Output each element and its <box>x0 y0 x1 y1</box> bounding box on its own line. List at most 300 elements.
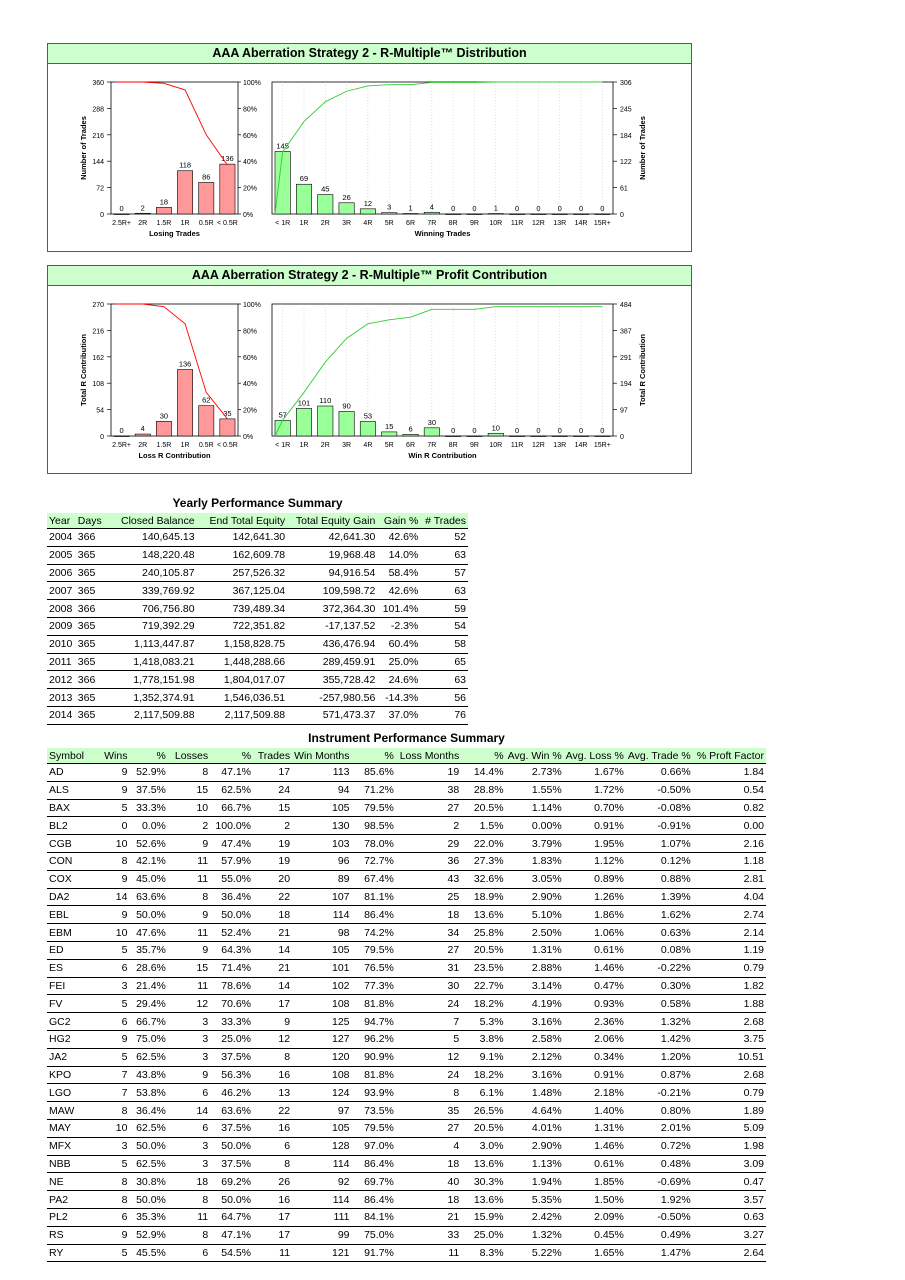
yearly-cell: 2013 <box>49 691 73 704</box>
instrument-cell: 92 <box>337 1175 350 1188</box>
instrument-cell: AD <box>49 766 64 779</box>
right-x-tick-label: 1R <box>299 442 309 449</box>
instrument-cell: 2.16 <box>743 837 764 850</box>
yearly-cell: 1,113,447.87 <box>134 638 195 651</box>
right-x-tick-label: 15R+ <box>593 442 611 449</box>
instrument-cell: MAY <box>49 1122 71 1135</box>
instrument-cell: 86.4% <box>364 908 394 921</box>
instrument-cell: 47.4% <box>221 837 252 850</box>
right-x-tick-label: 6R <box>406 220 416 227</box>
instrument-cell: 8 <box>121 855 128 868</box>
instrument-cell: 21.4% <box>136 979 166 992</box>
instrument-cell: 6 <box>202 1122 209 1135</box>
win-bar <box>424 212 439 214</box>
instrument-cell: 40 <box>447 1175 460 1188</box>
instrument-cell: 1.84 <box>743 766 764 779</box>
instrument-cell: EBL <box>49 908 69 921</box>
instrument-row <box>47 959 766 977</box>
yearly-cell: 24.6% <box>388 673 419 686</box>
instrument-cell: 36.4% <box>136 1104 166 1117</box>
win-bar-value: 0 <box>557 426 562 435</box>
instrument-cell: 8 <box>202 766 209 779</box>
yearly-cell: 148,220.48 <box>141 549 195 562</box>
loss-bar <box>199 182 214 214</box>
right-x-tick-label: 8R <box>448 442 458 449</box>
right-y-tick-label: 194 <box>620 381 632 389</box>
instrument-row <box>47 1030 766 1048</box>
instrument-cell: 53.8% <box>136 1086 166 1099</box>
win-bar <box>275 151 290 214</box>
yearly-cell: 355,728.42 <box>322 673 376 686</box>
instrument-cell: FV <box>49 997 63 1010</box>
instrument-cell: 63.6% <box>136 890 166 903</box>
instrument-cell: 11 <box>448 1246 460 1259</box>
left-x-tick-label: 1R <box>180 220 190 227</box>
profit-contribution-chart-svg <box>48 286 691 473</box>
instrument-cell: 1.67% <box>594 766 624 779</box>
right-y-tick-label: 245 <box>620 106 632 114</box>
instrument-cell: 5.3% <box>479 1015 504 1028</box>
win-bar <box>424 428 439 436</box>
left-x-tick-label: 2.5R+ <box>112 220 132 227</box>
yearly-cell: 25.0% <box>388 655 419 668</box>
win-bar <box>275 420 290 436</box>
instrument-cell: 63.6% <box>221 1104 252 1117</box>
instrument-cell: 93.9% <box>364 1086 394 1099</box>
instrument-cell: CON <box>49 855 73 868</box>
distribution-title: AAA Aberration Strategy 2 - R-Multiple™ Distribution <box>48 44 691 64</box>
instrument-cell: 37.5% <box>221 1122 252 1135</box>
instrument-cell: 3 <box>202 1033 209 1046</box>
yearly-cell: 76 <box>454 709 466 722</box>
yearly-row <box>47 564 468 582</box>
instrument-header-cell: Trades <box>253 748 292 764</box>
win-bar-value: 57 <box>278 410 287 420</box>
pct-tick-label: 80% <box>243 328 258 336</box>
instrument-cell: 8 <box>121 1193 128 1206</box>
instrument-cell: 1.98 <box>743 1140 764 1153</box>
instrument-cell: 9 <box>121 766 128 779</box>
instrument-cell: 10 <box>115 837 128 850</box>
instrument-cell: 1.31% <box>594 1122 624 1135</box>
instrument-cell: 1.92% <box>660 1193 691 1206</box>
instrument-cell: 1.20% <box>660 1051 691 1064</box>
instrument-cell: 13.6% <box>473 908 504 921</box>
win-bar-value: 0 <box>451 204 456 213</box>
left-y-axis-label: Total R Contribution <box>79 334 88 406</box>
right-x-tick-label: 4R <box>363 220 373 227</box>
instrument-cell: 7 <box>121 1068 128 1081</box>
instrument-cell: 3 <box>202 1015 209 1028</box>
instrument-cell: RS <box>49 1229 64 1242</box>
instrument-cell: LGO <box>49 1086 72 1099</box>
yearly-cell: 719,392.29 <box>141 620 195 633</box>
left-x-tick-label: 1.5R <box>156 220 172 227</box>
yearly-row <box>47 653 468 671</box>
instrument-cell: 127 <box>331 1033 350 1046</box>
instrument-cell: 1.40% <box>594 1104 624 1117</box>
instrument-cell: 27 <box>447 801 460 814</box>
instrument-cell: 99 <box>337 1229 350 1242</box>
instrument-cell: 38 <box>447 784 460 797</box>
instrument-cell: 47.1% <box>221 1229 252 1242</box>
instrument-cell: 5 <box>121 1157 128 1170</box>
instrument-cell: 50.0% <box>221 1140 252 1153</box>
right-x-tick-label: 13R <box>553 442 567 449</box>
yearly-cell: 365 <box>77 709 96 722</box>
win-bar <box>296 184 311 214</box>
instrument-cell: 43.8% <box>136 1068 166 1081</box>
instrument-cell: 0.12% <box>660 855 691 868</box>
yearly-cell: 366 <box>77 602 96 615</box>
yearly-cell: 37.0% <box>388 709 419 722</box>
loss-bar-value: 18 <box>159 197 169 207</box>
instrument-row <box>47 888 766 906</box>
instrument-cell: 8 <box>202 890 209 903</box>
instrument-cell: 1.85% <box>594 1175 624 1188</box>
instrument-cell: 75.0% <box>136 1033 166 1046</box>
instrument-cell: 20 <box>278 873 291 886</box>
instrument-cell: 12 <box>447 1051 460 1064</box>
win-bar <box>318 195 333 214</box>
instrument-cell: 14 <box>196 1104 209 1117</box>
instrument-cell: 1.12% <box>594 855 624 868</box>
instrument-cell: BL2 <box>49 819 68 832</box>
right-x-tick-label: 9R <box>469 442 479 449</box>
instrument-cell: 0.48% <box>660 1157 691 1170</box>
win-bar-value: 0 <box>600 204 605 213</box>
win-bar <box>573 214 588 215</box>
yearly-cell: 63 <box>454 584 466 597</box>
left-x-tick-label: 1R <box>180 442 190 449</box>
left-y-tick-label: 144 <box>92 159 104 167</box>
yearly-cell: 240,105.87 <box>141 566 195 579</box>
instrument-cell: 8 <box>202 1193 209 1206</box>
instrument-header-cell: % <box>352 748 396 764</box>
instrument-cell: 18 <box>447 908 460 921</box>
instrument-header-cell: Loss Months <box>396 748 461 764</box>
instrument-cell: 13 <box>278 1086 291 1099</box>
instrument-cell: 64.3% <box>221 944 252 957</box>
instrument-cell: 78.0% <box>364 837 394 850</box>
instrument-cell: HG2 <box>49 1033 71 1046</box>
right-x-axis-label: Win R Contribution <box>408 451 477 460</box>
instrument-cell: 0.61% <box>594 1157 624 1170</box>
instrument-header-cell: Avg. Win % <box>507 749 562 762</box>
instrument-cell: 22 <box>278 890 291 903</box>
instrument-summary-title: Instrument Performance Summary <box>308 731 505 745</box>
instrument-row <box>47 781 766 799</box>
instrument-cell: 6 <box>202 1086 209 1099</box>
instrument-cell: 22.7% <box>473 979 504 992</box>
yearly-cell: 365 <box>77 620 96 633</box>
instrument-row <box>47 941 766 959</box>
instrument-cell: 66.7% <box>136 1015 166 1028</box>
instrument-cell: -0.21% <box>657 1086 691 1099</box>
left-x-tick-label: 0.5R <box>198 442 214 449</box>
instrument-cell: 5 <box>121 997 128 1010</box>
left-x-tick-label: 2R <box>138 220 148 227</box>
instrument-cell: 20.5% <box>473 801 504 814</box>
yearly-row <box>47 546 468 564</box>
instrument-cell: 37.5% <box>221 1051 252 1064</box>
instrument-cell: 33.3% <box>221 1015 252 1028</box>
instrument-cell: 9 <box>202 908 209 921</box>
instrument-cell: 14 <box>278 979 291 992</box>
instrument-cell: 2.01% <box>660 1122 691 1135</box>
instrument-cell: 1.83% <box>531 855 562 868</box>
instrument-cell: 2.74 <box>743 908 764 921</box>
instrument-cell: 14 <box>278 944 291 957</box>
yearly-row <box>47 689 468 707</box>
instrument-cell: 52.4% <box>221 926 252 939</box>
instrument-cell: 124 <box>331 1086 350 1099</box>
pct-tick-label: 0% <box>243 434 254 441</box>
instrument-cell: 0.00 <box>743 819 764 832</box>
instrument-row <box>47 924 766 942</box>
right-y-tick-label: 0 <box>620 434 624 441</box>
instrument-cell: 0.89% <box>594 873 624 886</box>
instrument-cell: 1.18 <box>743 855 764 868</box>
instrument-cell: 4.01% <box>531 1122 562 1135</box>
yearly-cell: 365 <box>77 655 96 668</box>
instrument-cell: 85.6% <box>364 766 394 779</box>
instrument-cell: 2.73% <box>531 766 562 779</box>
yearly-cell: 2006 <box>49 566 73 579</box>
instrument-cell: 19 <box>278 837 291 850</box>
instrument-cell: 15 <box>278 801 291 814</box>
instrument-cell: 3.14% <box>531 979 562 992</box>
instrument-cell: 35.7% <box>136 944 166 957</box>
right-x-tick-label: 2R <box>320 220 330 227</box>
instrument-cell: 21 <box>447 1211 460 1224</box>
win-bar-value: 0 <box>578 426 584 435</box>
instrument-cell: 1.88 <box>743 997 764 1010</box>
instrument-cell: BAX <box>49 801 71 814</box>
instrument-cell: 11 <box>197 979 209 992</box>
instrument-cell: 74.2% <box>364 926 394 939</box>
win-bar-value: 69 <box>299 174 309 184</box>
right-x-tick-label: 5R <box>384 220 394 227</box>
win-bar <box>382 432 397 436</box>
right-y-tick-label: 291 <box>620 354 632 362</box>
instrument-row <box>47 1208 766 1226</box>
instrument-cell: 0.30% <box>660 979 691 992</box>
instrument-cell: DA2 <box>49 890 70 903</box>
instrument-cell: 78.6% <box>221 979 252 992</box>
instrument-cell: 69.2% <box>221 1175 252 1188</box>
instrument-cell: 46.2% <box>221 1086 252 1099</box>
instrument-cell: 16 <box>278 1068 291 1081</box>
instrument-row <box>47 835 766 853</box>
instrument-cell: 15.9% <box>473 1211 504 1224</box>
instrument-cell: 2 <box>202 819 209 832</box>
instrument-cell: 105 <box>331 1122 350 1135</box>
yearly-cell: 54 <box>454 620 466 633</box>
instrument-cell: 0.79 <box>743 962 764 975</box>
instrument-cell: 128 <box>331 1140 350 1153</box>
instrument-cell: 17 <box>278 1211 291 1224</box>
loss-bar <box>177 171 192 214</box>
instrument-cell: 11 <box>197 855 209 868</box>
win-bar-value: 0 <box>472 204 477 213</box>
win-bar <box>339 411 354 436</box>
instrument-row <box>47 1102 766 1120</box>
yearly-cell: 366 <box>77 531 96 544</box>
loss-bar <box>114 214 129 215</box>
right-x-axis-label: Winning Trades <box>414 229 471 238</box>
instrument-cell: -0.69% <box>657 1175 691 1188</box>
instrument-cell: 27 <box>447 944 460 957</box>
instrument-cell: 35 <box>447 1104 460 1117</box>
right-y-tick-label: 306 <box>620 80 632 87</box>
yearly-cell: 1,352,374.91 <box>133 691 195 704</box>
instrument-cell: 79.5% <box>364 1122 394 1135</box>
instrument-cell: 1.32% <box>660 1015 691 1028</box>
yearly-cell: 706,756.80 <box>141 602 195 615</box>
win-bar-value: 26 <box>342 192 351 202</box>
instrument-cell: 1.55% <box>531 784 562 797</box>
yearly-cell: 63 <box>454 673 466 686</box>
instrument-cell: 76.5% <box>364 962 394 975</box>
win-bar-value: 90 <box>342 401 351 411</box>
instrument-cell: 25.0% <box>221 1033 252 1046</box>
right-x-tick-label: 7R <box>427 442 437 449</box>
instrument-cell: 18 <box>196 1175 209 1188</box>
instrument-cell: 45.0% <box>136 873 166 886</box>
instrument-cell: 0.08% <box>660 944 691 957</box>
instrument-cell: 2.12% <box>531 1051 562 1064</box>
yearly-cell: 365 <box>77 638 96 651</box>
instrument-cell: 2.14 <box>743 926 764 939</box>
instrument-cell: 105 <box>331 801 350 814</box>
yearly-cell: 2004 <box>49 531 73 544</box>
yearly-header-cell: Gain % <box>377 513 420 529</box>
instrument-cell: 9 <box>121 908 128 921</box>
instrument-cell: 21 <box>278 962 291 975</box>
right-y-tick-label: 122 <box>620 159 632 167</box>
instrument-cell: 22.0% <box>473 837 504 850</box>
yearly-cell: 1,448,288.66 <box>223 655 286 668</box>
instrument-cell: 103 <box>331 837 350 850</box>
yearly-cell: 59 <box>454 602 466 615</box>
yearly-row <box>47 706 468 724</box>
left-x-tick-label: 0.5R <box>198 220 214 227</box>
instrument-cell: 5.22% <box>531 1246 562 1259</box>
win-bar-value: 0 <box>578 204 584 213</box>
instrument-cell: 9 <box>202 944 209 957</box>
instrument-cell: 0.00% <box>531 819 562 832</box>
yearly-cell: 58 <box>454 638 466 651</box>
instrument-cell: 33 <box>447 1229 460 1242</box>
instrument-cell: 5 <box>121 801 128 814</box>
win-bar-value: 0 <box>536 426 541 435</box>
instrument-cell: 125 <box>331 1015 350 1028</box>
instrument-cell: 1.06% <box>594 926 624 939</box>
instrument-cell: 0.58% <box>660 997 691 1010</box>
instrument-cell: 54.5% <box>221 1246 252 1259</box>
instrument-cell: 29.4% <box>136 997 166 1010</box>
instrument-cell: 28.8% <box>473 784 504 797</box>
instrument-cell: RY <box>49 1246 64 1259</box>
right-x-tick-label: 1R <box>299 220 309 227</box>
instrument-cell: 75.0% <box>364 1229 394 1242</box>
win-bar <box>595 214 610 215</box>
instrument-cell: MFX <box>49 1140 72 1153</box>
instrument-cell: 52.9% <box>136 1229 166 1242</box>
instrument-cell: 45.5% <box>136 1246 166 1259</box>
win-bar-value: 0 <box>472 426 477 435</box>
instrument-cell: 3.05% <box>531 873 562 886</box>
instrument-cell: 71.4% <box>221 962 252 975</box>
instrument-cell: 81.1% <box>364 890 394 903</box>
win-bar-value: 6 <box>408 424 413 434</box>
right-x-tick-label: < 1R <box>275 442 291 449</box>
win-bar-value: 0 <box>557 204 562 213</box>
instrument-cell: 0.66% <box>660 766 691 779</box>
win-bar-value: 10 <box>491 423 500 433</box>
left-y-tick-label: 162 <box>92 354 104 362</box>
instrument-cell: 15 <box>196 784 209 797</box>
instrument-cell: -0.08% <box>657 801 691 814</box>
instrument-cell: 4.04 <box>743 890 764 903</box>
instrument-cell: 7 <box>453 1015 460 1028</box>
instrument-cell: 13.6% <box>473 1193 504 1206</box>
instrument-cell: 25.8% <box>473 926 504 939</box>
instrument-cell: 17 <box>278 997 291 1010</box>
yearly-cell: 57 <box>454 566 466 579</box>
instrument-cell: 121 <box>331 1246 350 1259</box>
instrument-cell: GC2 <box>49 1015 71 1028</box>
instrument-cell: 62.5% <box>221 784 252 797</box>
pct-tick-label: 100% <box>243 80 261 87</box>
r-multiple-profit-panel <box>47 265 692 474</box>
instrument-cell: 43 <box>447 873 460 886</box>
win-bar <box>403 214 418 215</box>
instrument-row <box>47 1155 766 1173</box>
instrument-cell: 0.80% <box>660 1104 691 1117</box>
instrument-cell: 30.3% <box>473 1175 504 1188</box>
instrument-header-cell: Avg. Loss % <box>565 749 624 762</box>
instrument-cell: 36 <box>447 855 460 868</box>
instrument-cell: 23.5% <box>473 962 504 975</box>
instrument-row <box>47 852 766 870</box>
instrument-cell: EBM <box>49 926 72 939</box>
yearly-cell: 365 <box>77 691 96 704</box>
instrument-cell: 27 <box>447 1122 460 1135</box>
instrument-cell: 20.5% <box>473 944 504 957</box>
instrument-cell: 108 <box>331 997 350 1010</box>
instrument-cell: 56.3% <box>221 1068 252 1081</box>
instrument-cell: COX <box>49 873 72 886</box>
instrument-cell: 17 <box>278 1229 291 1242</box>
instrument-cell: 0.47 <box>743 1175 764 1188</box>
instrument-cell: ES <box>49 962 64 975</box>
left-x-tick-label: 1.5R <box>156 442 172 449</box>
instrument-cell: -0.91% <box>657 819 691 832</box>
win-bar <box>488 214 503 215</box>
yearly-cell: 1,158,828.75 <box>223 638 286 651</box>
instrument-cell: 3.16% <box>531 1068 562 1081</box>
left-y-tick-label: 216 <box>92 132 104 140</box>
instrument-cell: 2.90% <box>531 1140 562 1153</box>
instrument-cell: -0.22% <box>657 962 691 975</box>
instrument-header-cell: % Proft Factor <box>693 748 766 764</box>
instrument-cell: 52.6% <box>136 837 166 850</box>
instrument-cell: 100.0% <box>215 819 252 832</box>
instrument-cell: 0.82 <box>743 801 764 814</box>
win-bar-value: 145 <box>276 141 289 151</box>
